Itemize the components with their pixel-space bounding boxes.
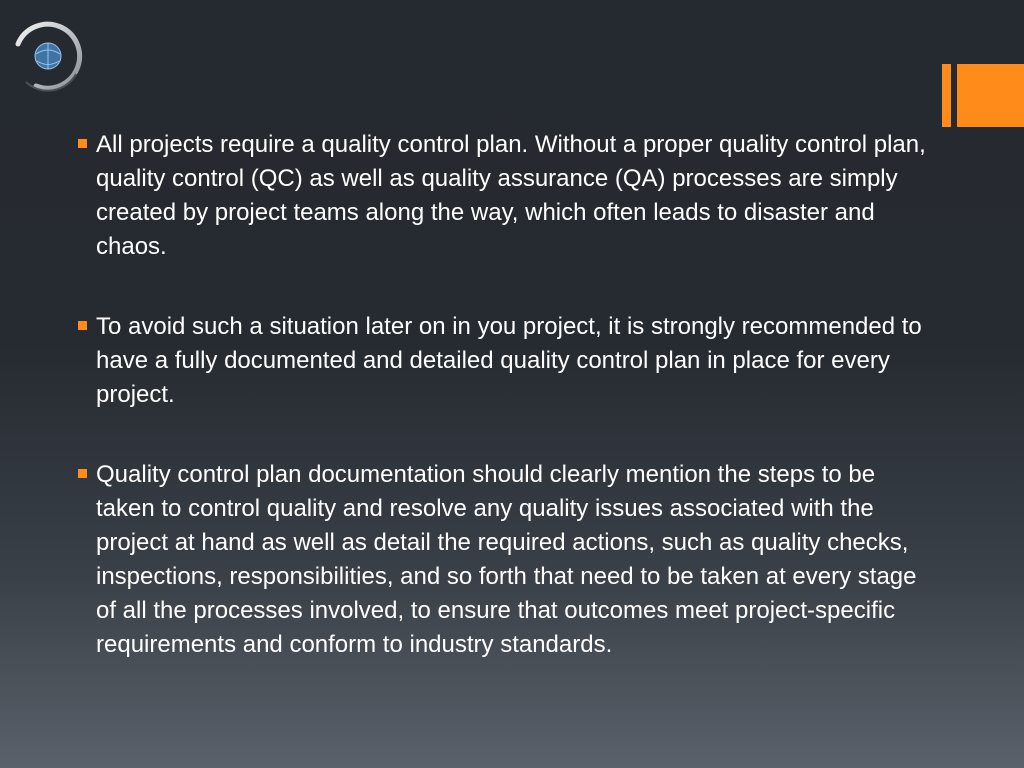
bullet-list: [76, 128, 926, 708]
bullet-item: [76, 128, 926, 264]
bullet-item: [76, 310, 926, 412]
bullet-text: To avoid such a situation later on in you project, it is strongly recommended to have a fully documented and detailed quality control plan in place for every project.: [96, 313, 922, 408]
accent-bars: [942, 64, 1024, 127]
logo-emblem-icon: [6, 14, 90, 98]
accent-bar-wide: [957, 64, 1024, 127]
bullet-item: [76, 458, 926, 662]
bullet-text: Quality control plan documentation should clearly mention the steps to be taken to control quality and resolve any quality issues associated with the project at hand as well as detail the required actions, such as quality checks, inspections, responsibilities, and so forth that need to be taken at every stage of all the processes involved, to ensure that outcomes meet project-specific requirements and conform to industry standards.: [96, 461, 917, 658]
square-bullet-icon: [78, 321, 87, 330]
square-bullet-icon: [78, 139, 87, 148]
bullet-text: All projects require a quality control plan. Without a proper quality control plan, quality control (QC) as well as quality assurance (QA) processes are simply created by project teams along the way, which often leads to disaster and chaos.: [96, 131, 926, 260]
global-commissioning-logo: [6, 14, 90, 98]
square-bullet-icon: [78, 469, 87, 478]
accent-bar-thin: [942, 64, 951, 127]
